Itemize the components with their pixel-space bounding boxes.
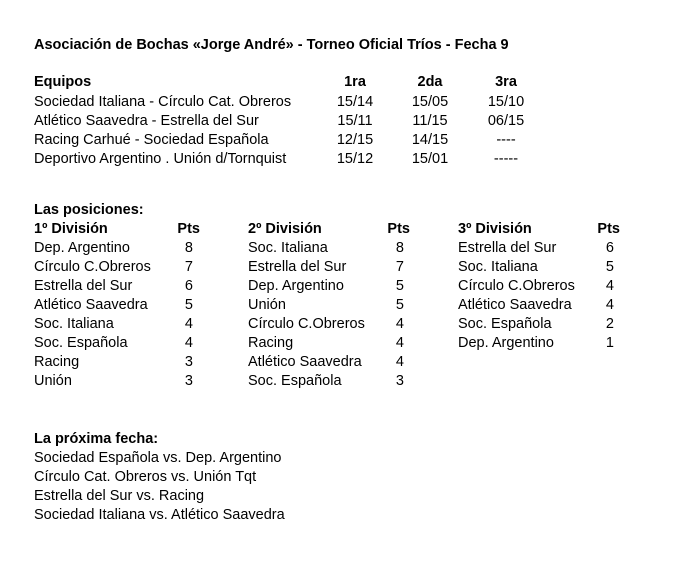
- division-1-title: 1º División: [34, 221, 108, 237]
- standing-points: 8: [184, 240, 193, 256]
- result-score-1: 12/15: [336, 132, 374, 148]
- result-score-3: 06/15: [487, 113, 525, 129]
- next-match: Sociedad Italiana vs. Atlético Saavedra: [34, 507, 285, 523]
- standing-points: 5: [605, 259, 614, 275]
- result-score-2: 15/05: [411, 94, 449, 110]
- standing-team: Círculo C.Obreros: [458, 278, 575, 294]
- standing-team: Soc. Italiana: [34, 316, 114, 332]
- result-match: Deportivo Argentino . Unión d/Tornquist: [34, 151, 287, 167]
- standing-points: 5: [395, 297, 404, 313]
- standing-team: Círculo C.Obreros: [248, 316, 365, 332]
- division-1-pts-header: Pts: [177, 221, 200, 237]
- result-score-3: 15/10: [487, 94, 525, 110]
- standing-points: 5: [395, 278, 404, 294]
- results-header-teams: Equipos: [34, 74, 92, 90]
- standing-team: Estrella del Sur: [34, 278, 133, 294]
- standing-points: 3: [184, 373, 193, 389]
- result-score-1: 15/11: [337, 113, 373, 129]
- result-score-1: 15/12: [336, 151, 374, 167]
- standing-points: 2: [605, 316, 614, 332]
- next-fixture-heading: La próxima fecha:: [34, 431, 159, 447]
- standing-team: Dep. Argentino: [34, 240, 130, 256]
- standing-points: 6: [605, 240, 614, 256]
- standing-points: 4: [184, 335, 193, 351]
- result-score-2: 15/01: [411, 151, 449, 167]
- result-score-1: 15/14: [336, 94, 374, 110]
- standing-team: Atlético Saavedra: [248, 354, 362, 370]
- standing-points: 4: [184, 316, 193, 332]
- standing-points: 4: [395, 316, 404, 332]
- standing-team: Soc. Italiana: [248, 240, 328, 256]
- standing-team: Dep. Argentino: [458, 335, 554, 351]
- division-3-pts-header: Pts: [597, 221, 620, 237]
- standing-points: 5: [184, 297, 193, 313]
- standing-points: 6: [184, 278, 193, 294]
- result-match: Sociedad Italiana - Círculo Cat. Obreros: [34, 94, 292, 110]
- division-3-title: 3º División: [458, 221, 532, 237]
- standing-team: Dep. Argentino: [248, 278, 344, 294]
- results-header-round-3: 3ra: [495, 74, 517, 90]
- standing-points: 4: [605, 278, 614, 294]
- next-match: Sociedad Española vs. Dep. Argentino: [34, 450, 282, 466]
- standings-heading: Las posiciones:: [34, 202, 144, 218]
- next-match: Círculo Cat. Obreros vs. Unión Tqt: [34, 469, 257, 485]
- standing-team: Atlético Saavedra: [458, 297, 572, 313]
- standing-team: Estrella del Sur: [248, 259, 347, 275]
- standing-points: 3: [395, 373, 404, 389]
- standing-team: Soc. Española: [248, 373, 342, 389]
- results-header-round-2: 2da: [417, 74, 443, 90]
- standing-team: Soc. Italiana: [458, 259, 538, 275]
- results-header-round-1: 1ra: [344, 74, 366, 90]
- standing-points: 4: [395, 354, 404, 370]
- result-match: Atlético Saavedra - Estrella del Sur: [34, 113, 259, 129]
- result-score-2: 14/15: [411, 132, 449, 148]
- standing-team: Círculo C.Obreros: [34, 259, 151, 275]
- division-2-title: 2º División: [248, 221, 322, 237]
- standing-points: 4: [395, 335, 404, 351]
- result-match: Racing Carhué - Sociedad Española: [34, 132, 269, 148]
- standing-points: 7: [184, 259, 193, 275]
- standing-team: Estrella del Sur: [458, 240, 557, 256]
- next-match: Estrella del Sur vs. Racing: [34, 488, 205, 504]
- result-score-3: -----: [493, 151, 519, 167]
- result-score-3: ----: [496, 132, 516, 148]
- standing-points: 7: [395, 259, 404, 275]
- standing-points: 1: [605, 335, 614, 351]
- standing-team: Racing: [34, 354, 80, 370]
- division-2-pts-header: Pts: [387, 221, 410, 237]
- standing-points: 3: [184, 354, 193, 370]
- page-title: Asociación de Bochas «Jorge André» - Torneo Oficial Tríos - Fecha 9: [34, 37, 509, 53]
- standing-team: Atlético Saavedra: [34, 297, 148, 313]
- standing-team: Racing: [248, 335, 294, 351]
- standing-points: 4: [605, 297, 614, 313]
- standing-points: 8: [395, 240, 404, 256]
- result-score-2: 11/15: [412, 113, 448, 129]
- standing-team: Unión: [34, 373, 72, 389]
- standing-team: Unión: [248, 297, 286, 313]
- standing-team: Soc. Española: [34, 335, 128, 351]
- standing-team: Soc. Española: [458, 316, 552, 332]
